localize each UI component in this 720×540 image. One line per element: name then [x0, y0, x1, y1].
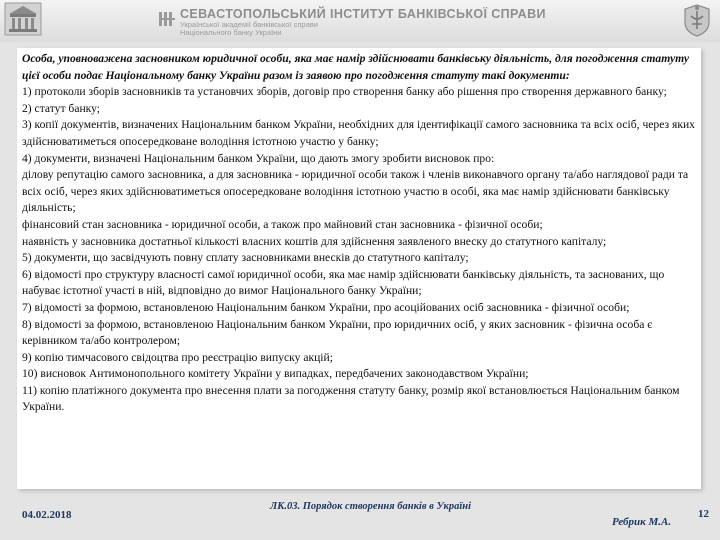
list-item: ділову репутацію самого засновника, а для засновника - юридичної особи також і членів виконавчого органу та/або наглядової ради та всіх осіб, через яких здійснюватиметься опосередковане володіння істотною участю в особі, яка має намір здійснювати банківську діяльність;: [22, 168, 689, 215]
list-item: 4) документи, визначені Національним банком України, що дають змогу зробити висновок про:: [22, 151, 495, 165]
content-box: [17, 48, 701, 489]
page-number: 12: [698, 508, 709, 520]
building-logo-icon: [4, 2, 42, 36]
list-item: 7) відомості за формою, встановленою Національним банком України, про асоційованих осіб засновника - фізичної особи;: [22, 300, 630, 314]
institute-mark-icon: [158, 10, 176, 28]
list-item: наявність у засновника достатньої кількості власних коштів для здійснення заявленого внеску до статутного капіталу;: [22, 234, 607, 248]
footer-author: Ребрик М.А.: [612, 516, 672, 528]
institute-subtitle-line-1: Української академії банківської справи: [180, 20, 318, 29]
list-item: 2) статут банку;: [22, 101, 101, 115]
institute-subtitle: [180, 21, 318, 37]
list-item: 1) протоколи зборів засновників та установчих зборів, договір про створення банку або рішення про створення державного банку;: [22, 85, 667, 99]
list-item: 9) копію тимчасового свідоцтва про реєстрацію випуску акцій;: [22, 350, 333, 364]
slide-header: [0, 0, 720, 42]
institute-subtitle-line-2: Національного банку України: [180, 28, 282, 37]
list-item: 6) відомості про структуру власності самої юридичної особи, яка має намір здійснювати банківську діяльність, та заснованих, що набуває істотної участі в ній, відповідно до вимог Національного банку України;: [22, 267, 665, 298]
list-item: 10) висновок Антимонопольного комітету України у випадках, передбачених законодавством України;: [22, 367, 529, 381]
list-item: 3) копії документів, визначених Національним банком України, необхідних для ідентифікації самого засновника та всіх осіб, через яких здійснюватиметься опосередковане володіння істотною участю у банку;: [22, 118, 695, 148]
list-item: 11) копію платіжного документа про внесення плати за погодження статуту банку, розмір якої встановлюється Національним банком України.: [22, 383, 680, 414]
footer-lecture-title: ЛК.03. Порядок створення банків в Україні: [270, 501, 471, 512]
institute-title: СЕВАСТОПОЛЬСЬКИЙ ІНСТИТУТ БАНКІВСЬКОЇ СПРАВИ: [180, 7, 546, 21]
footer-date: 04.02.2018: [22, 509, 72, 521]
list-item: 8) відомості за формою, встановленою Національним банком України, про юридичних осіб, у яких засновник - фізична особа є керівником та/або контролером;: [22, 317, 653, 348]
intro-paragraph: Особа, уповноважена засновником юридичної особи, яка має намір здійснювати банківську діяльність, для погодження статуту цієї особи подає Національному банку України разом із заявою про погодження статуту такі документи:: [22, 52, 689, 82]
list-item: фінансовий стан засновника - юридичної особи, а також про майновий стан засновника - фізичної особи;: [22, 217, 543, 231]
coat-of-arms-icon: [680, 2, 714, 38]
list-item: 5) документи, що засвідчують повну сплату засновниками внесків до статутного капіталу;: [22, 251, 469, 265]
